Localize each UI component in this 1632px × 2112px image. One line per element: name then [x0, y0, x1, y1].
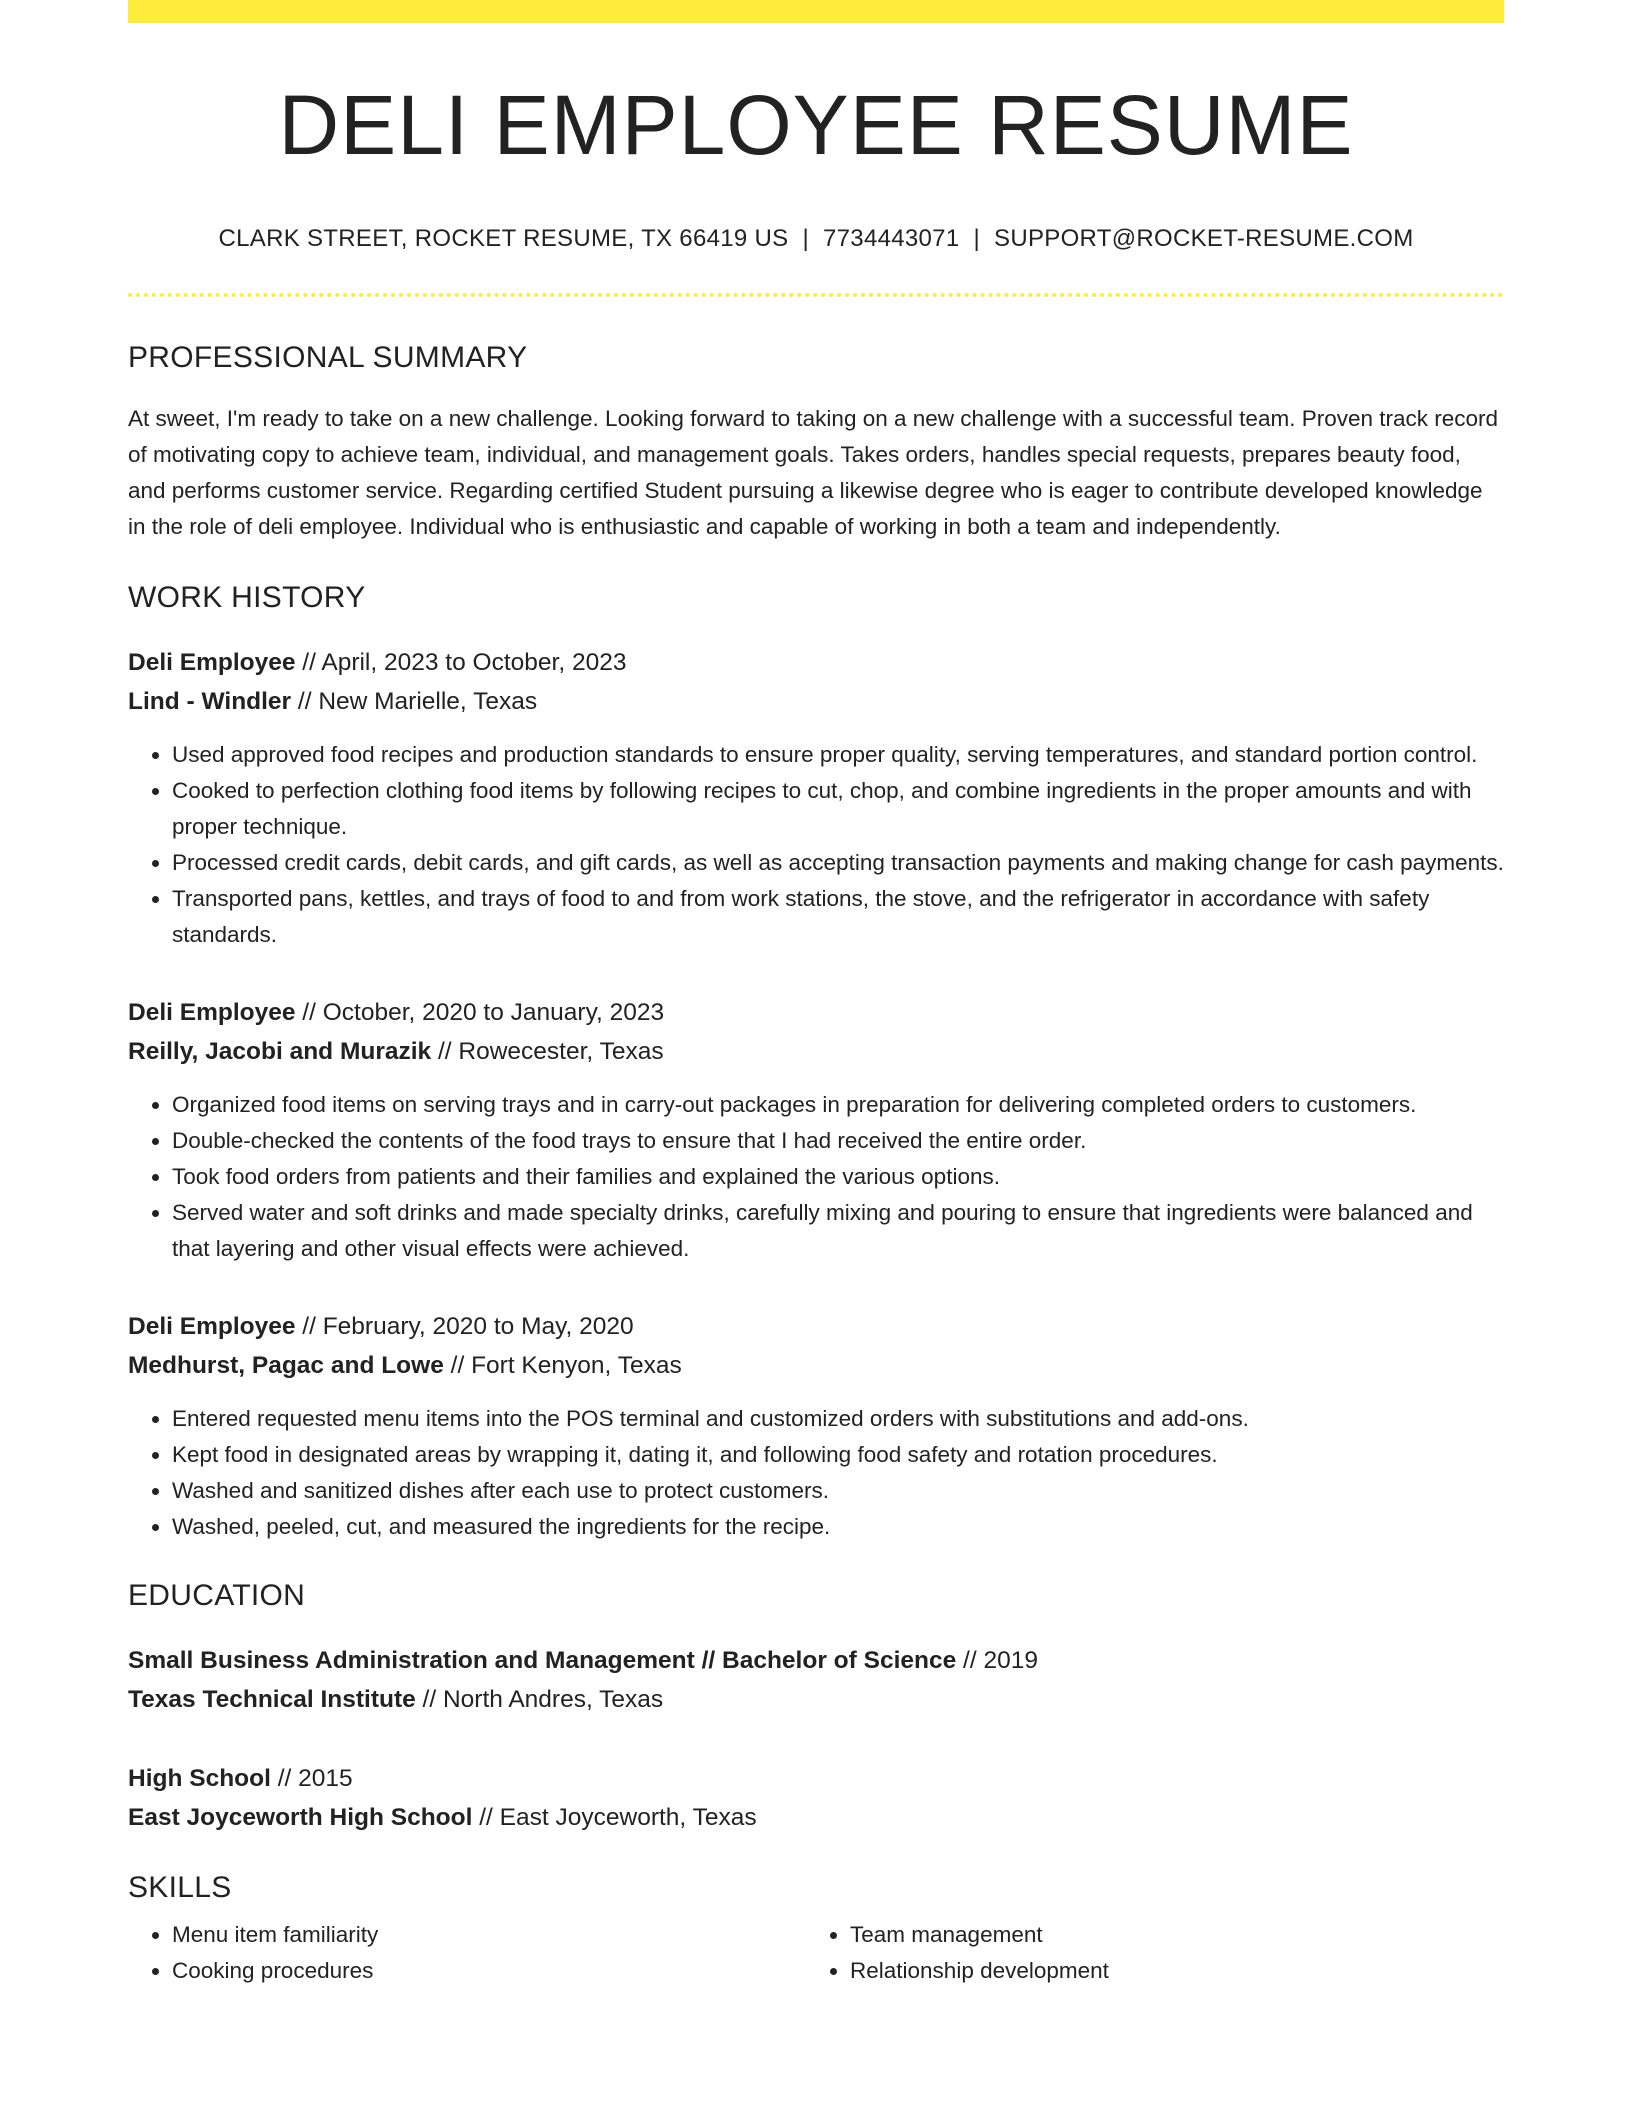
job-bullet: • Washed, peeled, cut, and measured the ingredients for the recipe.: [172, 1509, 1504, 1545]
job-bullet: • Kept food in designated areas by wrapping it, dating it, and following food safety and rotation procedures.: [172, 1437, 1504, 1473]
job-company: Medhurst, Pagac and Lowe: [128, 1352, 444, 1379]
degree-year: // 2015: [270, 1765, 353, 1792]
degree-line: [128, 1759, 1504, 1798]
school-location: // East Joyceworth, Texas: [472, 1804, 757, 1831]
job-title: Deli Employee: [128, 649, 296, 676]
job-bullet: • Double-checked the contents of the food trays to ensure that I had received the entire order.: [172, 1123, 1504, 1159]
school-line: [128, 1798, 1504, 1837]
job-bullet: • Used approved food recipes and production standards to ensure proper quality, serving temperatures, and standard portion control.: [172, 737, 1504, 773]
contact-address: CLARK STREET, ROCKET RESUME, TX 66419 US: [218, 225, 789, 252]
skill-item: • Team management: [850, 1917, 1484, 1953]
education-entry: [128, 1759, 1504, 1837]
school-location: // North Andres, Texas: [415, 1686, 664, 1713]
skills-heading: SKILLS: [128, 1871, 232, 1904]
job-company-line: [128, 1032, 1504, 1071]
job-location: // New Marielle, Texas: [291, 688, 538, 715]
degree-year: // 2019: [956, 1647, 1038, 1674]
job-bullet: • Cooked to perfection clothing food items by following recipes to cut, chop, and combine ingredients in the proper amounts and with proper technique.: [172, 773, 1504, 845]
job-bullet: • Served water and soft drinks and made specialty drinks, carefully mixing and pouring to ensure that ingredients were balanced and that layering and other visual effects were achieved.: [172, 1195, 1504, 1267]
summary-heading: PROFESSIONAL SUMMARY: [128, 341, 528, 374]
skills-grid: [128, 1917, 1504, 1989]
job-dates: // October, 2020 to January, 2023: [295, 999, 665, 1026]
resume-title: DELI EMPLOYEE RESUME: [278, 78, 1354, 172]
summary-text: At sweet, I'm ready to take on a new challenge. Looking forward to taking on a new challenge with a successful team. Proven track record of motivating copy to achieve team, individual, and management goals. Takes orders, handles special requests, prepares beauty food, and performs customer service. Regarding certified Student pursuing a likewise degree who is eager to contribute developed knowledge in the role of deli employee. Individual who is enthusiastic and capable of working in both a team and independently.: [128, 406, 1499, 539]
skill-item: • Cooking procedures: [172, 1953, 806, 1989]
job-bullet: • Entered requested menu items into the POS terminal and customized orders with substitutions and add-ons.: [172, 1401, 1504, 1437]
degree-name: High School: [128, 1765, 271, 1792]
dotted-divider: [128, 293, 1504, 297]
education-heading: EDUCATION: [128, 1579, 306, 1612]
job-dates: // February, 2020 to May, 2020: [295, 1313, 634, 1340]
job-company-line: [128, 682, 1504, 721]
job-bullet: • Processed credit cards, debit cards, and gift cards, as well as accepting transaction payments and making change for cash payments.: [172, 845, 1504, 881]
job-title-line: [128, 1307, 1504, 1346]
education-entry: [128, 1641, 1504, 1719]
job-bullets: [128, 1401, 1504, 1545]
contact-separator: |: [973, 225, 981, 252]
job-entry: [128, 1307, 1504, 1545]
job-entry: [128, 993, 1504, 1267]
skill-item: • Menu item familiarity: [172, 1917, 806, 1953]
job-bullet: • Transported pans, kettles, and trays of food to and from work stations, the stove, and the refrigerator in accordance with safety standards.: [172, 881, 1504, 953]
school-name: East Joyceworth High School: [128, 1804, 473, 1831]
resume-page: [128, 0, 1504, 1989]
skill-item: • Relationship development: [850, 1953, 1484, 1989]
degree-line: [128, 1641, 1504, 1680]
contact-email: SUPPORT@ROCKET-RESUME.COM: [994, 225, 1414, 252]
skills-column-right: [806, 1917, 1484, 1989]
job-company-line: [128, 1346, 1504, 1385]
job-bullets: [128, 737, 1504, 953]
job-title-line: [128, 993, 1504, 1032]
job-location: // Fort Kenyon, Texas: [443, 1352, 682, 1379]
job-bullet: • Took food orders from patients and their families and explained the various options.: [172, 1159, 1504, 1195]
job-bullets: [128, 1087, 1504, 1267]
job-bullet: • Organized food items on serving trays and in carry-out packages in preparation for delivering completed orders to customers.: [172, 1087, 1504, 1123]
job-title-line: [128, 643, 1504, 682]
job-title: Deli Employee: [128, 999, 296, 1026]
degree-name: Small Business Administration and Management // Bachelor of Science: [128, 1647, 957, 1674]
job-title: Deli Employee: [128, 1313, 296, 1340]
contact-line: [128, 225, 1504, 253]
job-company: Lind - Windler: [128, 688, 292, 715]
skills-column-left: [128, 1917, 806, 1989]
job-dates: // April, 2023 to October, 2023: [295, 649, 627, 676]
job-company: Reilly, Jacobi and Murazik: [128, 1038, 432, 1065]
school-line: [128, 1680, 1504, 1719]
contact-phone: 7734443071: [823, 225, 960, 252]
job-bullet: • Washed and sanitized dishes after each use to protect customers.: [172, 1473, 1504, 1509]
job-entry: [128, 643, 1504, 953]
work-history-heading: WORK HISTORY: [128, 581, 366, 614]
contact-separator: |: [802, 225, 809, 252]
accent-top-bar: [128, 0, 1504, 23]
school-name: Texas Technical Institute: [128, 1686, 416, 1713]
job-location: // Rowecester, Texas: [431, 1038, 664, 1065]
